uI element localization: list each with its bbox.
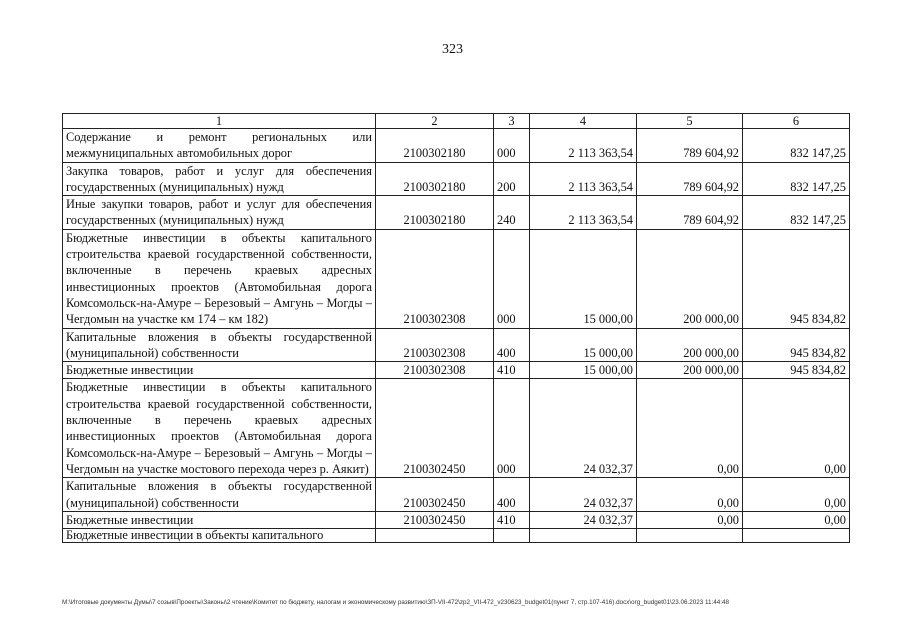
row-vr: 400 bbox=[494, 478, 530, 512]
row-vr: 410 bbox=[494, 362, 530, 379]
row-code: 2100302308 bbox=[376, 229, 494, 328]
row-value-2: 789 604,92 bbox=[637, 196, 743, 230]
row-value-1: 24 032,37 bbox=[530, 511, 637, 528]
col-header-value-2: 5 bbox=[637, 114, 743, 129]
row-vr bbox=[494, 529, 530, 543]
row-value-2 bbox=[637, 529, 743, 543]
row-value-2: 200 000,00 bbox=[637, 229, 743, 328]
row-code bbox=[376, 529, 494, 543]
table-row bbox=[63, 379, 850, 478]
row-value-3: 832 147,25 bbox=[743, 196, 850, 230]
table-row bbox=[63, 362, 850, 379]
row-vr: 240 bbox=[494, 196, 530, 230]
row-code: 2100302180 bbox=[376, 162, 494, 196]
col-header-value-3: 6 bbox=[743, 114, 850, 129]
row-value-3: 945 834,82 bbox=[743, 362, 850, 379]
table-row bbox=[63, 196, 850, 230]
row-value-3: 945 834,82 bbox=[743, 229, 850, 328]
table-row bbox=[63, 511, 850, 528]
row-code: 2100302180 bbox=[376, 196, 494, 230]
row-vr: 200 bbox=[494, 162, 530, 196]
row-value-2: 200 000,00 bbox=[637, 362, 743, 379]
row-value-3: 0,00 bbox=[743, 379, 850, 478]
row-code: 2100302450 bbox=[376, 511, 494, 528]
row-value-1: 24 032,37 bbox=[530, 379, 637, 478]
row-name: Закупка товаров, работ и услуг для обеспечения государственных (муниципальных) нужд bbox=[63, 162, 376, 196]
row-code: 2100302450 bbox=[376, 379, 494, 478]
header-row bbox=[63, 114, 850, 129]
table-row bbox=[63, 129, 850, 163]
row-vr: 000 bbox=[494, 379, 530, 478]
row-name: Капитальные вложения в объекты государственной (муниципальной) собственности bbox=[63, 478, 376, 512]
row-name: Иные закупки товаров, работ и услуг для обеспечения государственных (муниципальных) нужд bbox=[63, 196, 376, 230]
row-value-1: 15 000,00 bbox=[530, 229, 637, 328]
row-value-3: 832 147,25 bbox=[743, 129, 850, 163]
row-value-3: 945 834,82 bbox=[743, 328, 850, 362]
col-header-name: 1 bbox=[63, 114, 376, 129]
row-value-2: 789 604,92 bbox=[637, 162, 743, 196]
row-value-1: 2 113 363,54 bbox=[530, 162, 637, 196]
col-header-code: 2 bbox=[376, 114, 494, 129]
row-value-1 bbox=[530, 529, 637, 543]
footer-file-path: M:\Итоговые документы Думы\7 созыв\Проекты\Законы\2 чтение\Комитет по бюджету, налогам и экономическому развитию\ЗП-VII-472\zp2_VII-472_v230623_budget01(пункт 7, стр.107-416).docx\org_budget01\23.06.2023 11:44:48 bbox=[62, 599, 730, 606]
row-value-1: 15 000,00 bbox=[530, 362, 637, 379]
row-vr: 000 bbox=[494, 129, 530, 163]
row-code: 2100302308 bbox=[376, 328, 494, 362]
table-row bbox=[63, 229, 850, 328]
row-value-2: 0,00 bbox=[637, 511, 743, 528]
row-value-1: 15 000,00 bbox=[530, 328, 637, 362]
table-row bbox=[63, 478, 850, 512]
row-value-3: 0,00 bbox=[743, 478, 850, 512]
col-header-value-1: 4 bbox=[530, 114, 637, 129]
row-value-2: 0,00 bbox=[637, 379, 743, 478]
table-row bbox=[63, 162, 850, 196]
table-row bbox=[63, 529, 850, 543]
row-value-3 bbox=[743, 529, 850, 543]
col-header-vr: 3 bbox=[494, 114, 530, 129]
row-value-1: 24 032,37 bbox=[530, 478, 637, 512]
row-name: Бюджетные инвестиции bbox=[63, 362, 376, 379]
row-value-1: 2 113 363,54 bbox=[530, 196, 637, 230]
row-value-2: 200 000,00 bbox=[637, 328, 743, 362]
row-vr: 000 bbox=[494, 229, 530, 328]
row-value-3: 832 147,25 bbox=[743, 162, 850, 196]
row-name: Капитальные вложения в объекты государственной (муниципальной) собственности bbox=[63, 328, 376, 362]
row-value-2: 0,00 bbox=[637, 478, 743, 512]
row-value-1: 2 113 363,54 bbox=[530, 129, 637, 163]
row-name: Бюджетные инвестиции bbox=[63, 511, 376, 528]
row-name: Бюджетные инвестиции в объекты капитального строительства краевой государственной собственности, включенные в перечень краевых адресных инвестиционных проектов (Автомобильная дорога Комсомольск-на-Амуре – Березовый – Амгунь – Могды – Чегдомын на участке км 174 – км 182) bbox=[63, 229, 376, 328]
row-code: 2100302180 bbox=[376, 129, 494, 163]
row-code: 2100302308 bbox=[376, 362, 494, 379]
row-name: Бюджетные инвестиции в объекты капитального bbox=[63, 529, 376, 543]
budget-table bbox=[62, 113, 850, 543]
row-vr: 400 bbox=[494, 328, 530, 362]
table-row bbox=[63, 328, 850, 362]
row-value-2: 789 604,92 bbox=[637, 129, 743, 163]
row-code: 2100302450 bbox=[376, 478, 494, 512]
row-name: Бюджетные инвестиции в объекты капитального строительства краевой государственной собственности, включенные в перечень краевых адресных инвестиционных проектов (Автомобильная дорога Комсомольск-на-Амуре – Березовый – Амгунь – Могды – Чегдомын на участке мостового перехода через р. Аякит) bbox=[63, 379, 376, 478]
row-name: Содержание и ремонт региональных или межмуниципальных автомобильных дорог bbox=[63, 129, 376, 163]
page-number: 323 bbox=[442, 42, 463, 57]
row-value-3: 0,00 bbox=[743, 511, 850, 528]
row-vr: 410 bbox=[494, 511, 530, 528]
